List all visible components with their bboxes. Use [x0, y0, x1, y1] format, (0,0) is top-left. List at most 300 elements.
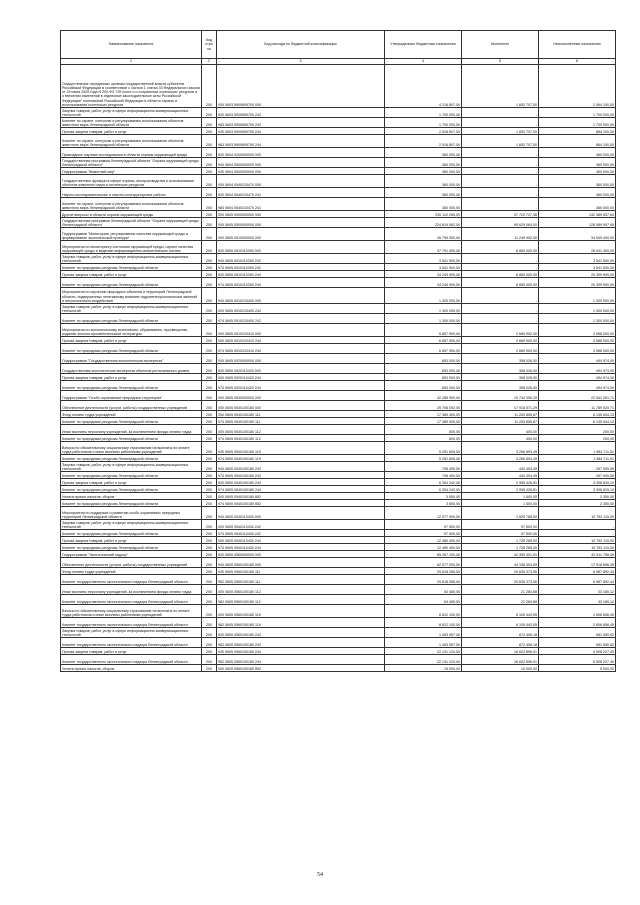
row-line-code-cell: 200: [202, 128, 217, 135]
row-executed-cell: 42 355 301,51: [462, 551, 539, 558]
row-unexecuted-cell: 494 974,00: [539, 381, 616, 391]
row-line-code-cell: 200: [202, 575, 217, 585]
table-row: [61, 218, 616, 228]
row-unexecuted-cell: 33 180,12: [539, 595, 616, 605]
table-row: [61, 364, 616, 374]
table-row: [61, 605, 616, 618]
row-line-code-cell: 200: [202, 493, 217, 500]
row-name-cell: Комитет по природным ресурсам Ленинградской области: [61, 530, 202, 537]
row-unexecuted-cell: 10 752 115,00: [539, 537, 616, 544]
row-approved-cell: 29 708 092,00: [385, 401, 462, 411]
row-line-code-cell: 200: [202, 585, 217, 595]
row-approved-cell: 8 812 100,00: [385, 605, 462, 618]
table-row: [61, 595, 616, 605]
table-row: [61, 158, 616, 168]
table-row: [61, 479, 616, 486]
table-row: [61, 493, 616, 500]
row-unexecuted-cell: 360 000,00: [539, 158, 616, 168]
row-kbk-cell: 974 0605 0540100180 852: [217, 500, 385, 507]
row-kbk-cell: 974 0605 0540110430 244: [217, 544, 385, 551]
row-name-cell: Комитет по природным ресурсам Ленинградской области: [61, 278, 202, 288]
row-unexecuted-cell: 3 398 815,19: [539, 479, 616, 486]
row-kbk-cell: 000 0605 0540100180 119: [217, 442, 385, 455]
row-executed-cell: 2 955 426,81: [462, 486, 539, 493]
row-line-code-cell: 200: [202, 479, 217, 486]
row-name-cell: Прочая закупка товаров, работ и услуг: [61, 337, 202, 344]
row-name-cell: Мероприятия по мониторингу состояния окружающей среды, охране качества окружающей среды и ведению информационно-аналитических систем: [61, 241, 202, 254]
table-row: [61, 486, 616, 493]
table-row: [61, 337, 616, 344]
row-line-code-cell: 200: [202, 418, 217, 425]
row-kbk-cell: 974 0605 0520110420 244: [217, 381, 385, 391]
header-unexecuted: Неисполненные назначения: [539, 31, 616, 59]
row-name-cell: Комитет государственного экологического надзора Ленинградской области: [61, 655, 202, 665]
table-row: [61, 228, 616, 241]
row-approved-cell: 3 541 500,00: [385, 254, 462, 264]
row-executed-cell: 440 494,45: [462, 472, 539, 479]
row-approved-cell: 360 000,00: [385, 168, 462, 175]
row-line-code-cell: 200: [202, 304, 217, 314]
row-kbk-cell: 982 0605 0560100180 119: [217, 618, 385, 628]
table-row: [61, 537, 616, 544]
column-number: 2: [202, 59, 217, 65]
budget-execution-table: [60, 30, 616, 672]
row-line-code-cell: 200: [202, 228, 217, 241]
row-name-cell: Комитет по природным ресурсам Ленинградской области: [61, 544, 202, 551]
row-unexecuted-cell: 2 564 100,00: [539, 65, 616, 108]
row-unexecuted-cell: 360 000,00: [539, 175, 616, 188]
table-row: [61, 324, 616, 337]
row-unexecuted-cell: 25 399 900,00: [539, 271, 616, 278]
table-row: [61, 655, 616, 665]
row-executed-cell: 2 669 900,00: [462, 337, 539, 344]
row-approved-cell: 360 000,00: [385, 198, 462, 211]
row-unexecuted-cell: 494 974,00: [539, 364, 616, 374]
row-line-code-cell: 200: [202, 271, 217, 278]
row-executed-cell: 872 406,18: [462, 628, 539, 638]
row-line-code-cell: 200: [202, 442, 217, 455]
row-unexecuted-cell: 1 984 711,51: [539, 455, 616, 462]
row-name-cell: Комитет по природным ресурсам Ленинградской области: [61, 472, 202, 479]
row-line-code-cell: 200: [202, 462, 217, 472]
row-line-code-cell: 200: [202, 618, 217, 628]
row-unexecuted-cell: 360 000,00: [539, 198, 616, 211]
row-kbk-cell: 000 0605 0510310410 244: [217, 337, 385, 344]
row-name-cell: Обеспечение деятельности (услуги, работы) государственных учреждений: [61, 558, 202, 568]
row-approved-cell: 15 000,00: [385, 665, 462, 672]
table-row: [61, 665, 616, 672]
row-kbk-cell: 000 0605 0540100180 112: [217, 425, 385, 435]
row-name-cell: Комитет государственного экологического надзора Ленинградской области: [61, 638, 202, 648]
row-executed-cell: 1 500,00: [462, 500, 539, 507]
row-line-code-cell: 200: [202, 118, 217, 128]
row-line-code-cell: 200: [202, 278, 217, 288]
table-row: [61, 354, 616, 364]
row-executed-cell: 358 026,00: [462, 364, 539, 374]
row-unexecuted-cell: 132 389 537,64: [539, 211, 616, 218]
row-kbk-cell: 000 0603 5900659700 242: [217, 108, 385, 118]
row-name-cell: Комитет государственного экологического надзора Ленинградской области: [61, 595, 202, 605]
row-approved-cell: 853 000,00: [385, 381, 462, 391]
row-approved-cell: 6 657 900,00: [385, 337, 462, 344]
row-approved-cell: 2 516 807,00: [385, 128, 462, 135]
column-number: 5: [462, 59, 539, 65]
table-row: [61, 401, 616, 411]
table-row: [61, 135, 616, 148]
row-name-cell: Государственная программа Ленинградской области "Охрана окружающей среды Ленинградской области": [61, 218, 202, 228]
row-executed-cell: 20 630 373,56: [462, 575, 539, 585]
row-line-code-cell: 200: [202, 218, 217, 228]
row-kbk-cell: 000 0605 0540110430 242: [217, 520, 385, 530]
row-executed-cell: 17 918 571,29: [462, 401, 539, 411]
row-approved-cell: 360 000,00: [385, 148, 462, 158]
row-line-code-cell: 200: [202, 401, 217, 411]
row-executed-cell: -: [462, 314, 539, 324]
row-name-cell: Другие вопросы в области охраны окружающей среды: [61, 211, 202, 218]
row-approved-cell: 54 465,00: [385, 595, 462, 605]
row-executed-cell: 8 850 000,00: [462, 241, 539, 254]
row-name-cell: Закупка товаров, работ, услуг в сфере информационно-коммуникационных технологий: [61, 462, 202, 472]
row-unexecuted-cell: 1 300 000,00: [539, 314, 616, 324]
row-kbk-cell: 000 0605 0560100180 244: [217, 648, 385, 655]
header-line-code: Код стро ки: [202, 31, 217, 59]
row-name-cell: Прочая закупка товаров, работ и услуг: [61, 648, 202, 655]
row-kbk-cell: 000 0605 0540000000 000: [217, 391, 385, 401]
row-approved-cell: 6 354 242,00: [385, 486, 462, 493]
row-approved-cell: 8 812 100,00: [385, 618, 462, 628]
row-approved-cell: 360 000,00: [385, 188, 462, 198]
row-line-code-cell: 200: [202, 605, 217, 618]
row-executed-cell: 358 026,00: [462, 381, 539, 391]
row-unexecuted-cell: 17 918 696,35: [539, 558, 616, 568]
row-executed-cell: -: [462, 175, 539, 188]
row-unexecuted-cell: 1 984 711,51: [539, 442, 616, 455]
row-kbk-cell: 974 0605 0510310410 244: [217, 344, 385, 354]
row-unexecuted-cell: 5 000,00: [539, 665, 616, 672]
row-unexecuted-cell: -: [539, 520, 616, 530]
row-name-cell: Подпрограмма "Животный мир": [61, 168, 202, 175]
row-unexecuted-cell: 5 508 227,49: [539, 648, 616, 655]
table-row: [61, 500, 616, 507]
row-executed-cell: 3 266 893,49: [462, 442, 539, 455]
row-approved-cell: 12 577 900,00: [385, 507, 462, 520]
row-approved-cell: 42 285 992,00: [385, 391, 462, 401]
row-approved-cell: 360 000,00: [385, 175, 462, 188]
table-row: [61, 455, 616, 462]
row-name-cell: Подпрограмма "Государственная экологическая экспертиза": [61, 354, 202, 364]
table-row: [61, 344, 616, 354]
row-line-code-cell: 200: [202, 254, 217, 264]
row-approved-cell: 22 131 124,00: [385, 648, 462, 655]
table-row: [61, 108, 616, 118]
row-executed-cell: 97 722 727,36: [462, 211, 539, 218]
table-row: [61, 241, 616, 254]
row-kbk-cell: 982 0605 0560100180 112: [217, 595, 385, 605]
row-line-code-cell: 200: [202, 381, 217, 391]
row-unexecuted-cell: 360 000,00: [539, 148, 616, 158]
row-name-cell: Государственная экологическая экспертиза объектов регионального уровня: [61, 364, 202, 374]
row-unexecuted-cell: 864 100,00: [539, 128, 616, 135]
table-body: [61, 65, 616, 672]
row-name-cell: Прикладные научные исследования в области охраны окружающей среды: [61, 148, 202, 158]
row-approved-cell: 853 000,00: [385, 374, 462, 381]
row-approved-cell: 853 000,00: [385, 364, 462, 374]
row-approved-cell: 85 267 100,00: [385, 551, 462, 558]
row-unexecuted-cell: 2 606 656,45: [539, 605, 616, 618]
row-approved-cell: 97 500,00: [385, 520, 462, 530]
row-line-code-cell: 200: [202, 628, 217, 638]
row-name-cell: Уплата прочих налогов, сборов: [61, 493, 202, 500]
row-approved-cell: 12 480 400,00: [385, 544, 462, 551]
row-line-code-cell: 200: [202, 324, 217, 337]
row-line-code-cell: 200: [202, 655, 217, 665]
row-kbk-cell: 974 0605 0510110390 242: [217, 264, 385, 271]
table-row: [61, 442, 616, 455]
row-unexecuted-cell: 22 541 261,71: [539, 391, 616, 401]
row-unexecuted-cell: 25 399 900,00: [539, 278, 616, 288]
row-approved-cell: 17 389 400,00: [385, 411, 462, 418]
row-executed-cell: 1 728 285,00: [462, 544, 539, 551]
row-approved-cell: 1 453 957,00: [385, 628, 462, 638]
row-unexecuted-cell: 3 988 000,00: [539, 324, 616, 337]
row-executed-cell: -: [462, 198, 539, 211]
row-executed-cell: 400,00: [462, 435, 539, 442]
row-line-code-cell: 200: [202, 472, 217, 479]
row-kbk-cell: 000 0604 0200000000 000: [217, 148, 385, 158]
row-unexecuted-cell: 3 541 500,00: [539, 254, 616, 264]
row-approved-cell: 5 251 605,00: [385, 442, 462, 455]
row-unexecuted-cell: 2 350,00: [539, 493, 616, 500]
table-row: [61, 585, 616, 595]
table-row: [61, 507, 616, 520]
row-approved-cell: 12 480 400,00: [385, 537, 462, 544]
row-line-code-cell: 200: [202, 135, 217, 148]
row-line-code-cell: 200: [202, 188, 217, 198]
table-row: [61, 530, 616, 537]
row-name-cell: Прочая закупка товаров, работ и услуг: [61, 374, 202, 381]
row-executed-cell: 95 629 064,00: [462, 218, 539, 228]
row-kbk-cell: 000 0605 0540100180 852: [217, 493, 385, 500]
row-line-code-cell: 200: [202, 455, 217, 462]
row-executed-cell: 11 253 855,87: [462, 418, 539, 425]
row-approved-cell: 62 077 000,00: [385, 558, 462, 568]
row-line-code-cell: 200: [202, 665, 217, 672]
row-executed-cell: 2 669 900,00: [462, 344, 539, 354]
row-approved-cell: 1 300 000,00: [385, 288, 462, 304]
header-kbk: Код расхода по бюджетной классификации: [217, 31, 385, 59]
row-name-cell: Закупка товаров, работ, услуг в сфере информационно-коммуникационных технологий: [61, 520, 202, 530]
row-line-code-cell: 200: [202, 507, 217, 520]
row-name-cell: Фонд оплаты труда учреждений: [61, 411, 202, 418]
row-line-code-cell: 200: [202, 537, 217, 544]
row-line-code-cell: 200: [202, 108, 217, 118]
row-line-code-cell: 200: [202, 551, 217, 558]
row-name-cell: Комитет по природным ресурсам Ленинградской области: [61, 500, 202, 507]
row-kbk-cell: 000 0605 0540100180 244: [217, 479, 385, 486]
row-name-cell: Комитет по охране, контролю и регулированию использования объектов животного мира Ленинградской области: [61, 118, 202, 128]
table-row: [61, 304, 616, 314]
table-row: [61, 118, 616, 128]
row-unexecuted-cell: 6 135 544,13: [539, 411, 616, 418]
row-approved-cell: 853 000,00: [385, 354, 462, 364]
row-kbk-cell: 000 0605 0560100180 852: [217, 665, 385, 672]
row-unexecuted-cell: 494 974,00: [539, 354, 616, 364]
column-number: 4: [385, 59, 462, 65]
row-name-cell: Мероприятия по экологическому воспитанию, образованию, просвещению, изданию эколого-просветительской литературы: [61, 324, 202, 337]
row-name-cell: Прочая закупка товаров, работ и услуг: [61, 537, 202, 544]
row-kbk-cell: 000 0605 0540100180 242: [217, 462, 385, 472]
table-row: [61, 198, 616, 211]
row-line-code-cell: 200: [202, 411, 217, 418]
row-kbk-cell: 000 0604 0540210470 241: [217, 188, 385, 198]
page-number: 54: [317, 872, 323, 878]
table-row: [61, 411, 616, 418]
row-name-cell: Иные выплаты персоналу учреждений, за исключением фонда оплаты труда: [61, 585, 202, 595]
row-executed-cell: 1 728 285,00: [462, 537, 539, 544]
row-kbk-cell: 000 0603 5900659700 244: [217, 128, 385, 135]
row-name-cell: Уплата прочих налогов, сборов: [61, 665, 202, 672]
row-approved-cell: 1 700 000,00: [385, 118, 462, 128]
row-line-code-cell: 200: [202, 595, 217, 605]
row-approved-cell: 45 799 300,00: [385, 228, 462, 241]
table-row: [61, 618, 616, 628]
row-unexecuted-cell: 3 398 815,19: [539, 486, 616, 493]
row-unexecuted-cell: 864 100,00: [539, 135, 616, 148]
row-kbk-cell: 000 0605 0520110420 000: [217, 364, 385, 374]
row-kbk-cell: 000 0605 0540110430 244: [217, 537, 385, 544]
table-row: [61, 520, 616, 530]
row-name-cell: Прочая закупка товаров, работ и услуг: [61, 128, 202, 135]
row-kbk-cell: 000 0605 0560100180 242: [217, 628, 385, 638]
row-name-cell: Прочая закупка товаров, работ и услуг: [61, 271, 202, 278]
row-name-cell: Осуществление переданных органам государственной власти субъектов Российской Федерации в соответствии с частью 1 статьи 33 Федерального закона от 24 июля 2009 года N 209-ФЗ "Об охоте и о сохранении охотничьих ресурсов и о внесении изменений в отдельные законодательные акты Российской Федерации" полномочий Российской Федерации в области охраны и использования охотничьих ресурсов: [61, 65, 202, 108]
row-name-cell: Научно-исследовательские и опытно-конструкторские работы: [61, 188, 202, 198]
row-executed-cell: 97 500,00: [462, 520, 539, 530]
row-kbk-cell: 000 0605 0560100180 111: [217, 568, 385, 575]
row-executed-cell: 1 500,00: [462, 493, 539, 500]
row-name-cell: Взносы по обязательному социальному страхованию на выплаты по оплате труда работников и иные выплаты работникам учреждений: [61, 605, 202, 618]
row-kbk-cell: 000 0603 5900659700 000: [217, 65, 385, 108]
row-line-code-cell: 200: [202, 344, 217, 354]
table-row: [61, 391, 616, 401]
row-approved-cell: 22 131 124,00: [385, 655, 462, 665]
table-row: [61, 175, 616, 188]
row-unexecuted-cell: 200,00: [539, 425, 616, 435]
table-row: [61, 314, 616, 324]
row-name-cell: Комитет по природным ресурсам Ленинградской области: [61, 314, 202, 324]
row-executed-cell: 2 955 426,81: [462, 479, 539, 486]
row-unexecuted-cell: 34 549 400,00: [539, 228, 616, 241]
table-row: [61, 568, 616, 575]
row-unexecuted-cell: 1 700 000,00: [539, 108, 616, 118]
row-unexecuted-cell: 1 300 000,00: [539, 304, 616, 314]
row-kbk-cell: 974 0605 0510110390 244: [217, 278, 385, 288]
row-kbk-cell: 974 0605 0540100180 244: [217, 486, 385, 493]
table-row: [61, 638, 616, 648]
row-executed-cell: 11 253 855,87: [462, 411, 539, 418]
row-executed-cell: 21 284,88: [462, 595, 539, 605]
table-row: [61, 462, 616, 472]
row-approved-cell: 29 618 266,00: [385, 568, 462, 575]
row-kbk-cell: 000 0605 0510110390 242: [217, 254, 385, 264]
row-kbk-cell: 000 0605 0540100180 111: [217, 411, 385, 418]
row-kbk-cell: 982 0605 0560100180 244: [217, 655, 385, 665]
table-header-row: [61, 31, 616, 59]
table-row: [61, 551, 616, 558]
row-line-code-cell: 200: [202, 374, 217, 381]
row-executed-cell: 1 825 785,00: [462, 507, 539, 520]
row-kbk-cell: 983 0603 5900659700 244: [217, 135, 385, 148]
table-row: [61, 65, 616, 108]
row-kbk-cell: 974 0605 0540100180 119: [217, 455, 385, 462]
row-executed-cell: 3 266 893,49: [462, 455, 539, 462]
row-unexecuted-cell: 8 987 892,44: [539, 568, 616, 575]
row-approved-cell: 3 850,00: [385, 500, 462, 507]
row-name-cell: Иные выплаты персоналу учреждений, за исключением фонда оплаты труда: [61, 425, 202, 435]
row-line-code-cell: 200: [202, 648, 217, 655]
row-approved-cell: 3 541 500,00: [385, 264, 462, 271]
row-unexecuted-cell: 11 789 520,71: [539, 401, 616, 411]
row-unexecuted-cell: 42 911 798,49: [539, 551, 616, 558]
row-executed-cell: 1 652 707,00: [462, 128, 539, 135]
row-kbk-cell: 000 0605 0540110430 000: [217, 507, 385, 520]
row-line-code-cell: 200: [202, 500, 217, 507]
row-name-cell: Комитет государственного экологического надзора Ленинградской области: [61, 618, 202, 628]
row-name-cell: Комитет государственного экологического надзора Ленинградской области: [61, 575, 202, 585]
table-row: [61, 544, 616, 551]
row-approved-cell: 17 389 400,00: [385, 418, 462, 425]
row-approved-cell: 2 516 807,00: [385, 135, 462, 148]
row-name-cell: Закупка товаров, работ, услуг в сфере информационно-коммуникационных технологий: [61, 628, 202, 638]
table-row: [61, 128, 616, 135]
row-line-code-cell: 200: [202, 425, 217, 435]
row-name-cell: Закупка товаров, работ, услуг в сфере информационно-коммуникационных технологий: [61, 254, 202, 264]
row-line-code-cell: 200: [202, 211, 217, 218]
table-row: [61, 374, 616, 381]
row-approved-cell: 5 251 605,00: [385, 455, 462, 462]
row-name-cell: Комитет по природным ресурсам Ленинградской области: [61, 435, 202, 442]
row-unexecuted-cell: 5 508 227,49: [539, 655, 616, 665]
row-name-cell: Взносы по обязательному социальному страхованию на выплаты по оплате труда работников и иные выплаты работникам учреждений: [61, 442, 202, 455]
row-approved-cell: 224 619 062,00: [385, 218, 462, 228]
row-unexecuted-cell: 1 300 000,00: [539, 288, 616, 304]
table-row: [61, 211, 616, 218]
row-unexecuted-cell: 581 550,82: [539, 638, 616, 648]
row-line-code-cell: 200: [202, 148, 217, 158]
row-approved-cell: 29 618 266,00: [385, 575, 462, 585]
row-name-cell: Государственные функции в сфере охраны, воспроизводства и использования объектов животного мира и охотничьих ресурсов: [61, 175, 202, 188]
row-kbk-cell: 000 0605 0510310410 000: [217, 324, 385, 337]
row-unexecuted-cell: 360 000,00: [539, 168, 616, 175]
row-approved-cell: 1 300 000,00: [385, 314, 462, 324]
row-executed-cell: 11 249 900,00: [462, 228, 539, 241]
row-unexecuted-cell: 3 541 500,00: [539, 264, 616, 271]
row-approved-cell: 6 657 900,00: [385, 344, 462, 354]
row-kbk-cell: 000 0605 0520110420 244: [217, 374, 385, 381]
table-row: [61, 472, 616, 479]
row-executed-cell: -: [462, 118, 539, 128]
table-row: [61, 425, 616, 435]
row-executed-cell: 19 744 356,29: [462, 391, 539, 401]
row-executed-cell: 6 105 443,55: [462, 618, 539, 628]
row-kbk-cell: 000 0605 0520000000 000: [217, 354, 385, 364]
row-kbk-cell: 000 0604 0540210470 000: [217, 175, 385, 188]
row-executed-cell: 20 630 373,56: [462, 568, 539, 575]
row-approved-cell: 97 500,00: [385, 530, 462, 537]
row-approved-cell: 708 400,00: [385, 472, 462, 479]
row-approved-cell: 6 354 242,00: [385, 479, 462, 486]
row-line-code-cell: 200: [202, 241, 217, 254]
